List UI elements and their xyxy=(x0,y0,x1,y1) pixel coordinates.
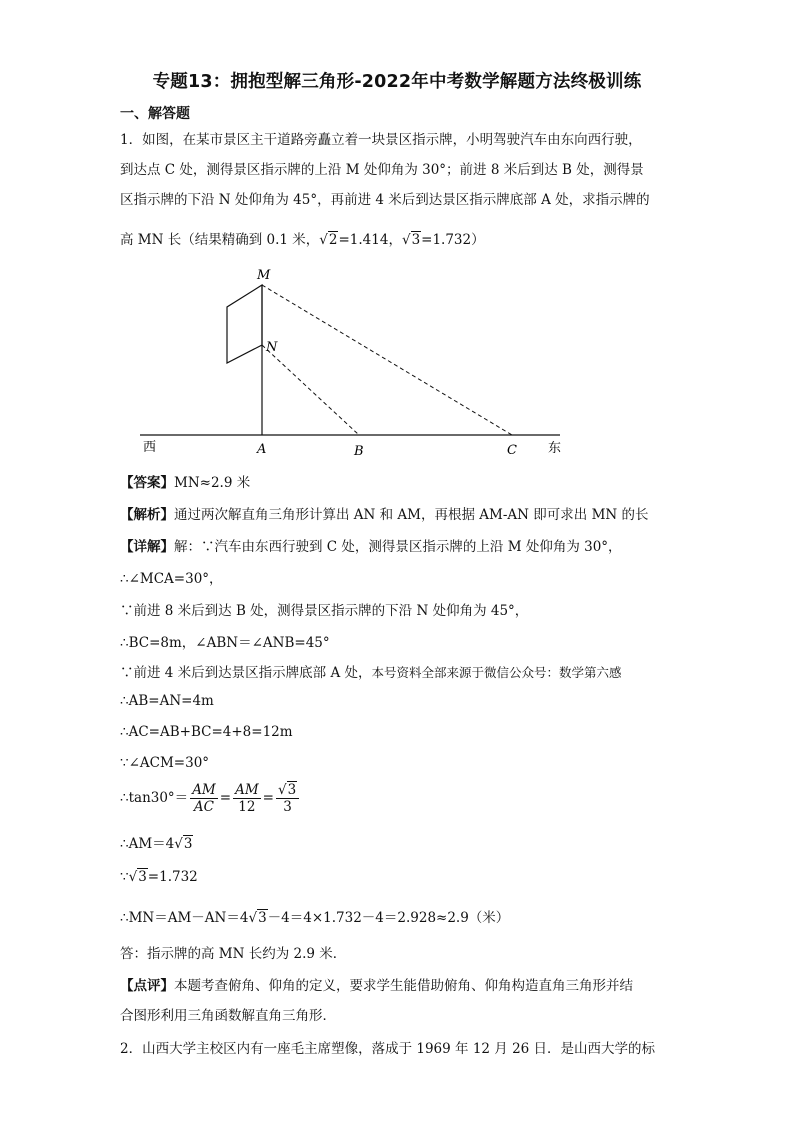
detail-step5 xyxy=(120,661,622,681)
comment-line2: 合图形利用三角函数解直角三角形． xyxy=(120,1008,336,1024)
label-A: A xyxy=(257,442,267,457)
sqrt-symbol: √ xyxy=(174,836,183,852)
label-N: N xyxy=(266,340,278,355)
sign-board xyxy=(227,285,262,363)
sqrt-radicand: 3 xyxy=(287,782,297,798)
problem2-line1: 2．山西大学主校区内有一座毛主席塑像，落成于 1969 年 12 月 26 日．是山西大学的标 xyxy=(120,1041,656,1057)
comment-tag: 【点评】 xyxy=(120,978,174,994)
label-B: B xyxy=(354,444,364,459)
label-west: 西 xyxy=(143,440,157,455)
step12-result: －4＝4×1.732－4＝2.928≈2.9（米） xyxy=(267,910,510,926)
detail-step8: ∵∠ACM=30° xyxy=(120,755,210,771)
formula-prefix: ∴tan30°＝ xyxy=(120,790,189,806)
detail-line1 xyxy=(120,535,622,555)
detail-step3: ∵前进 8 米后到达 B 处，测得景区指示牌的下沿 N 处仰角为 45°， xyxy=(120,603,529,619)
fraction-am-ac xyxy=(190,782,218,815)
sqrt-radicand: 3 xyxy=(138,869,147,885)
sqrt-2-radicand: 2 xyxy=(328,232,338,248)
detail-conclusion: 答：指示牌的高 MN 长约为 2.9 米． xyxy=(120,946,347,962)
denominator: 12 xyxy=(238,799,256,815)
sight-line-CM xyxy=(262,285,512,435)
sqrt-radicand: 3 xyxy=(258,910,267,926)
problem1-line3: 区指示牌的下沿 N 处仰角为 45°，再前进 4 米后到达景区指示牌底部 A 处，求指示牌的 xyxy=(120,192,650,208)
comment-line1 xyxy=(120,974,633,994)
analysis-text: 通过两次解直角三角形计算出 AN 和 AM，再根据 AM-AN 即可求出 MN 的长 xyxy=(174,507,649,523)
sqrt-symbol: √ xyxy=(319,232,328,248)
step11-prefix: ∵ xyxy=(120,869,129,885)
comment-text: 本题考查俯角、仰角的定义，要求学生能借助俯角、仰角构造直角三角形并结 xyxy=(174,978,633,994)
label-east: 东 xyxy=(548,441,562,456)
denominator: AC xyxy=(193,799,215,815)
step10-text: ∴AM＝4 xyxy=(120,836,175,852)
detail-step2: ∴∠MCA=30°， xyxy=(120,571,223,587)
denominator: 3 xyxy=(283,799,292,815)
problem1-line4 xyxy=(120,228,485,248)
numerator: AM xyxy=(192,782,216,798)
sqrt-symbol: √ xyxy=(401,232,411,248)
label-M: M xyxy=(257,268,271,283)
analysis-line xyxy=(120,503,649,523)
geometry-figure xyxy=(135,262,575,462)
detail-step9-formula: ∴tan30°＝ $\frac{AM}{AC}$ = $\frac{AM}{12}$ = $\frac{√3}{3}$ xyxy=(120,782,301,815)
step12-text: ∴MN＝AM－AN＝4 xyxy=(120,910,249,926)
sqrt-symbol: √ xyxy=(248,910,258,926)
numerator xyxy=(276,782,299,799)
step11-value: =1.732 xyxy=(147,869,198,885)
sqrt-symbol: √ xyxy=(128,869,138,885)
detail-step5-text: ∵前进 4 米后到达景区指示牌底部 A 处， xyxy=(120,665,372,681)
detail-step7: ∴AC=AB+BC=4+8=12m xyxy=(120,724,293,740)
label-C: C xyxy=(507,443,517,458)
problem1-line4-text: 高 MN 长（结果精确到 0.1 米， xyxy=(120,232,320,248)
fraction-am-12 xyxy=(233,782,261,815)
sqrt-radicand: 3 xyxy=(183,836,193,852)
detail-tag: 【详解】 xyxy=(120,539,174,555)
problem1-line2: 到达点 C 处，测得景区指示牌的上沿 M 处仰角为 30°；前进 8 米后到达 B 处，测得景 xyxy=(120,162,644,178)
numerator: AM xyxy=(235,782,259,798)
problem1-line4-value1: =1.414， xyxy=(338,232,402,248)
detail-step4: ∴BC=8m，∠ABN＝∠ANB=45° xyxy=(120,635,330,651)
sight-line-BN xyxy=(262,345,359,435)
sqrt-symbol: √ xyxy=(277,782,287,798)
fraction-sqrt3-3 xyxy=(276,782,299,815)
answer-line xyxy=(120,471,250,491)
section-heading: 一、解答题 xyxy=(120,106,190,122)
detail-step6: ∴AB=AN=4m xyxy=(120,693,214,709)
answer-text: MN≈2.9 米 xyxy=(174,475,251,491)
problem1-line4-value2: =1.732） xyxy=(421,232,485,248)
detail-step11 xyxy=(120,869,198,885)
analysis-tag: 【解析】 xyxy=(120,507,174,523)
document-title: 专题13：拥抱型解三角形-2022年中考数学解题方法终极训练 xyxy=(152,72,642,92)
detail-step12 xyxy=(120,906,509,926)
detail-step1: 解：∵汽车由东西行驶到 C 处，测得景区指示牌的上沿 M 处仰角为 30°， xyxy=(174,539,622,555)
answer-tag: 【答案】 xyxy=(120,475,174,491)
problem1-line1: 1．如图，在某市景区主干道路旁矗立着一块景区指示牌，小明驾驶汽车由东向西行驶， xyxy=(120,132,642,148)
sqrt-3-radicand: 3 xyxy=(411,232,421,248)
detail-step10 xyxy=(120,832,193,852)
watermark-note: 本号资料全部来源于微信公众号：数学第六感 xyxy=(371,665,622,680)
